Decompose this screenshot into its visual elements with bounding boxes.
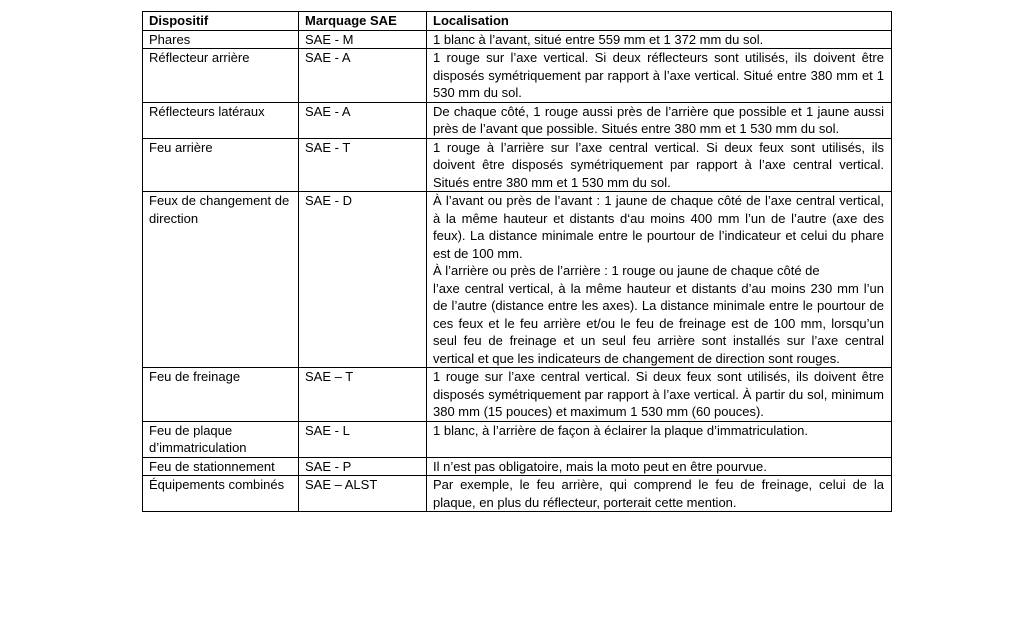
cell-localisation bbox=[427, 49, 892, 103]
cell-dispositif: Feux de changement de direction bbox=[143, 192, 299, 368]
cell-dispositif: Feu de plaque d’immatriculation bbox=[143, 421, 299, 457]
cell-localisation bbox=[427, 421, 892, 457]
localisation-paragraph: 1 rouge à l’arrière sur l’axe central vertical. Si deux feux sont utilisés, ils doivent être disposés symétriquement par rapport à l’axe central vertical. Situés entre 380 mm et 1 530 mm du sol. bbox=[433, 139, 884, 190]
cell-marquage-sae: SAE - L bbox=[299, 421, 427, 457]
cell-localisation bbox=[427, 476, 892, 512]
localisation-paragraph: À l’avant ou près de l’avant : 1 jaune de chaque côté de l’axe central vertical, à la même hauteur et distants d‘au moins 400 mm l’un de l’autre (axe des feux). La distance minimale entre le pourtour de l’indicateur et celui du phare est de 100 mm. bbox=[433, 193, 884, 261]
cell-dispositif: Feu de stationnement bbox=[143, 457, 299, 476]
cell-marquage-sae: SAE - A bbox=[299, 49, 427, 103]
cell-localisation bbox=[427, 457, 892, 476]
cell-dispositif: Réflecteur arrière bbox=[143, 49, 299, 103]
cell-marquage-sae: SAE - A bbox=[299, 102, 427, 138]
cell-dispositif: Phares bbox=[143, 30, 299, 49]
cell-marquage-sae: SAE - P bbox=[299, 457, 427, 476]
localisation-paragraph: 1 rouge sur l’axe vertical. Si deux réflecteurs sont utilisés, ils doivent être disposés symétriquement par rapport à l’axe vertical. Situé entre 380 mm et 1 530 mm du sol. bbox=[433, 50, 884, 100]
localisation-paragraph: 1 blanc, à l’arrière de façon à éclairer la plaque d’immatriculation. bbox=[433, 422, 809, 438]
cell-dispositif: Feu de freinage bbox=[143, 368, 299, 422]
lighting-devices-table bbox=[142, 11, 892, 512]
localisation-paragraph: 1 rouge sur l’axe central vertical. Si deux feux sont utilisés, ils doivent être disposés symétriquement par rapport à l’axe vertical. À partir du sol, minimum 380 mm (15 pouces) et maximum 1 530 mm (60 pouces). bbox=[433, 369, 884, 419]
table-row bbox=[143, 138, 892, 192]
cell-localisation bbox=[427, 102, 892, 138]
table-row bbox=[143, 192, 892, 368]
header-localisation: Localisation bbox=[427, 12, 892, 31]
table-row bbox=[143, 368, 892, 422]
localisation-paragraph: À l’arrière ou près de l’arrière : 1 rouge ou jaune de chaque côté de bbox=[433, 263, 820, 278]
localisation-paragraph: De chaque côté, 1 rouge aussi près de l’arrière que possible et 1 jaune aussi près de l’avant que possible. Situés entre 380 mm et 1 530 mm du sol. bbox=[433, 103, 884, 136]
table-row bbox=[143, 457, 892, 476]
localisation-paragraph: 1 blanc à l’avant, situé entre 559 mm et 1 372 mm du sol. bbox=[433, 31, 764, 47]
table-row bbox=[143, 102, 892, 138]
header-dispositif: Dispositif bbox=[143, 12, 299, 31]
cell-localisation bbox=[427, 138, 892, 192]
header-marquage-sae: Marquage SAE bbox=[299, 12, 427, 31]
cell-marquage-sae: SAE - D bbox=[299, 192, 427, 368]
cell-dispositif: Réflecteurs latéraux bbox=[143, 102, 299, 138]
table-row bbox=[143, 476, 892, 512]
table-row bbox=[143, 421, 892, 457]
localisation-paragraph: l’axe central vertical, à la même hauteur et distants d’au moins 230 mm l’un de l’autre (distance entre les axes). La distance minimale entre le pourtour de ces feux et le feu arrière et/ou le feu de freinage est de 100 mm, lorsqu’un seul feu de freinage et un seul feu arrière sont installés sur l’axe central vertical et que les indicateurs de changement de direction sont rouges. bbox=[433, 280, 884, 366]
localisation-paragraph: Il n’est pas obligatoire, mais la moto peut en être pourvue. bbox=[433, 458, 767, 474]
cell-localisation bbox=[427, 30, 892, 49]
cell-dispositif: Équipements combinés bbox=[143, 476, 299, 512]
table-row bbox=[143, 49, 892, 103]
cell-marquage-sae: SAE - T bbox=[299, 138, 427, 192]
cell-marquage-sae: SAE – ALST bbox=[299, 476, 427, 512]
table-header bbox=[143, 12, 892, 31]
table-row bbox=[143, 30, 892, 49]
header-row bbox=[143, 12, 892, 31]
cell-marquage-sae: SAE – T bbox=[299, 368, 427, 422]
cell-marquage-sae: SAE - M bbox=[299, 30, 427, 49]
cell-localisation bbox=[427, 368, 892, 422]
cell-dispositif: Feu arrière bbox=[143, 138, 299, 192]
cell-localisation bbox=[427, 192, 892, 368]
table-body bbox=[143, 30, 892, 512]
localisation-paragraph: Par exemple, le feu arrière, qui comprend le feu de freinage, celui de la plaque, en plus du réflecteur, porterait cette mention. bbox=[433, 477, 884, 510]
